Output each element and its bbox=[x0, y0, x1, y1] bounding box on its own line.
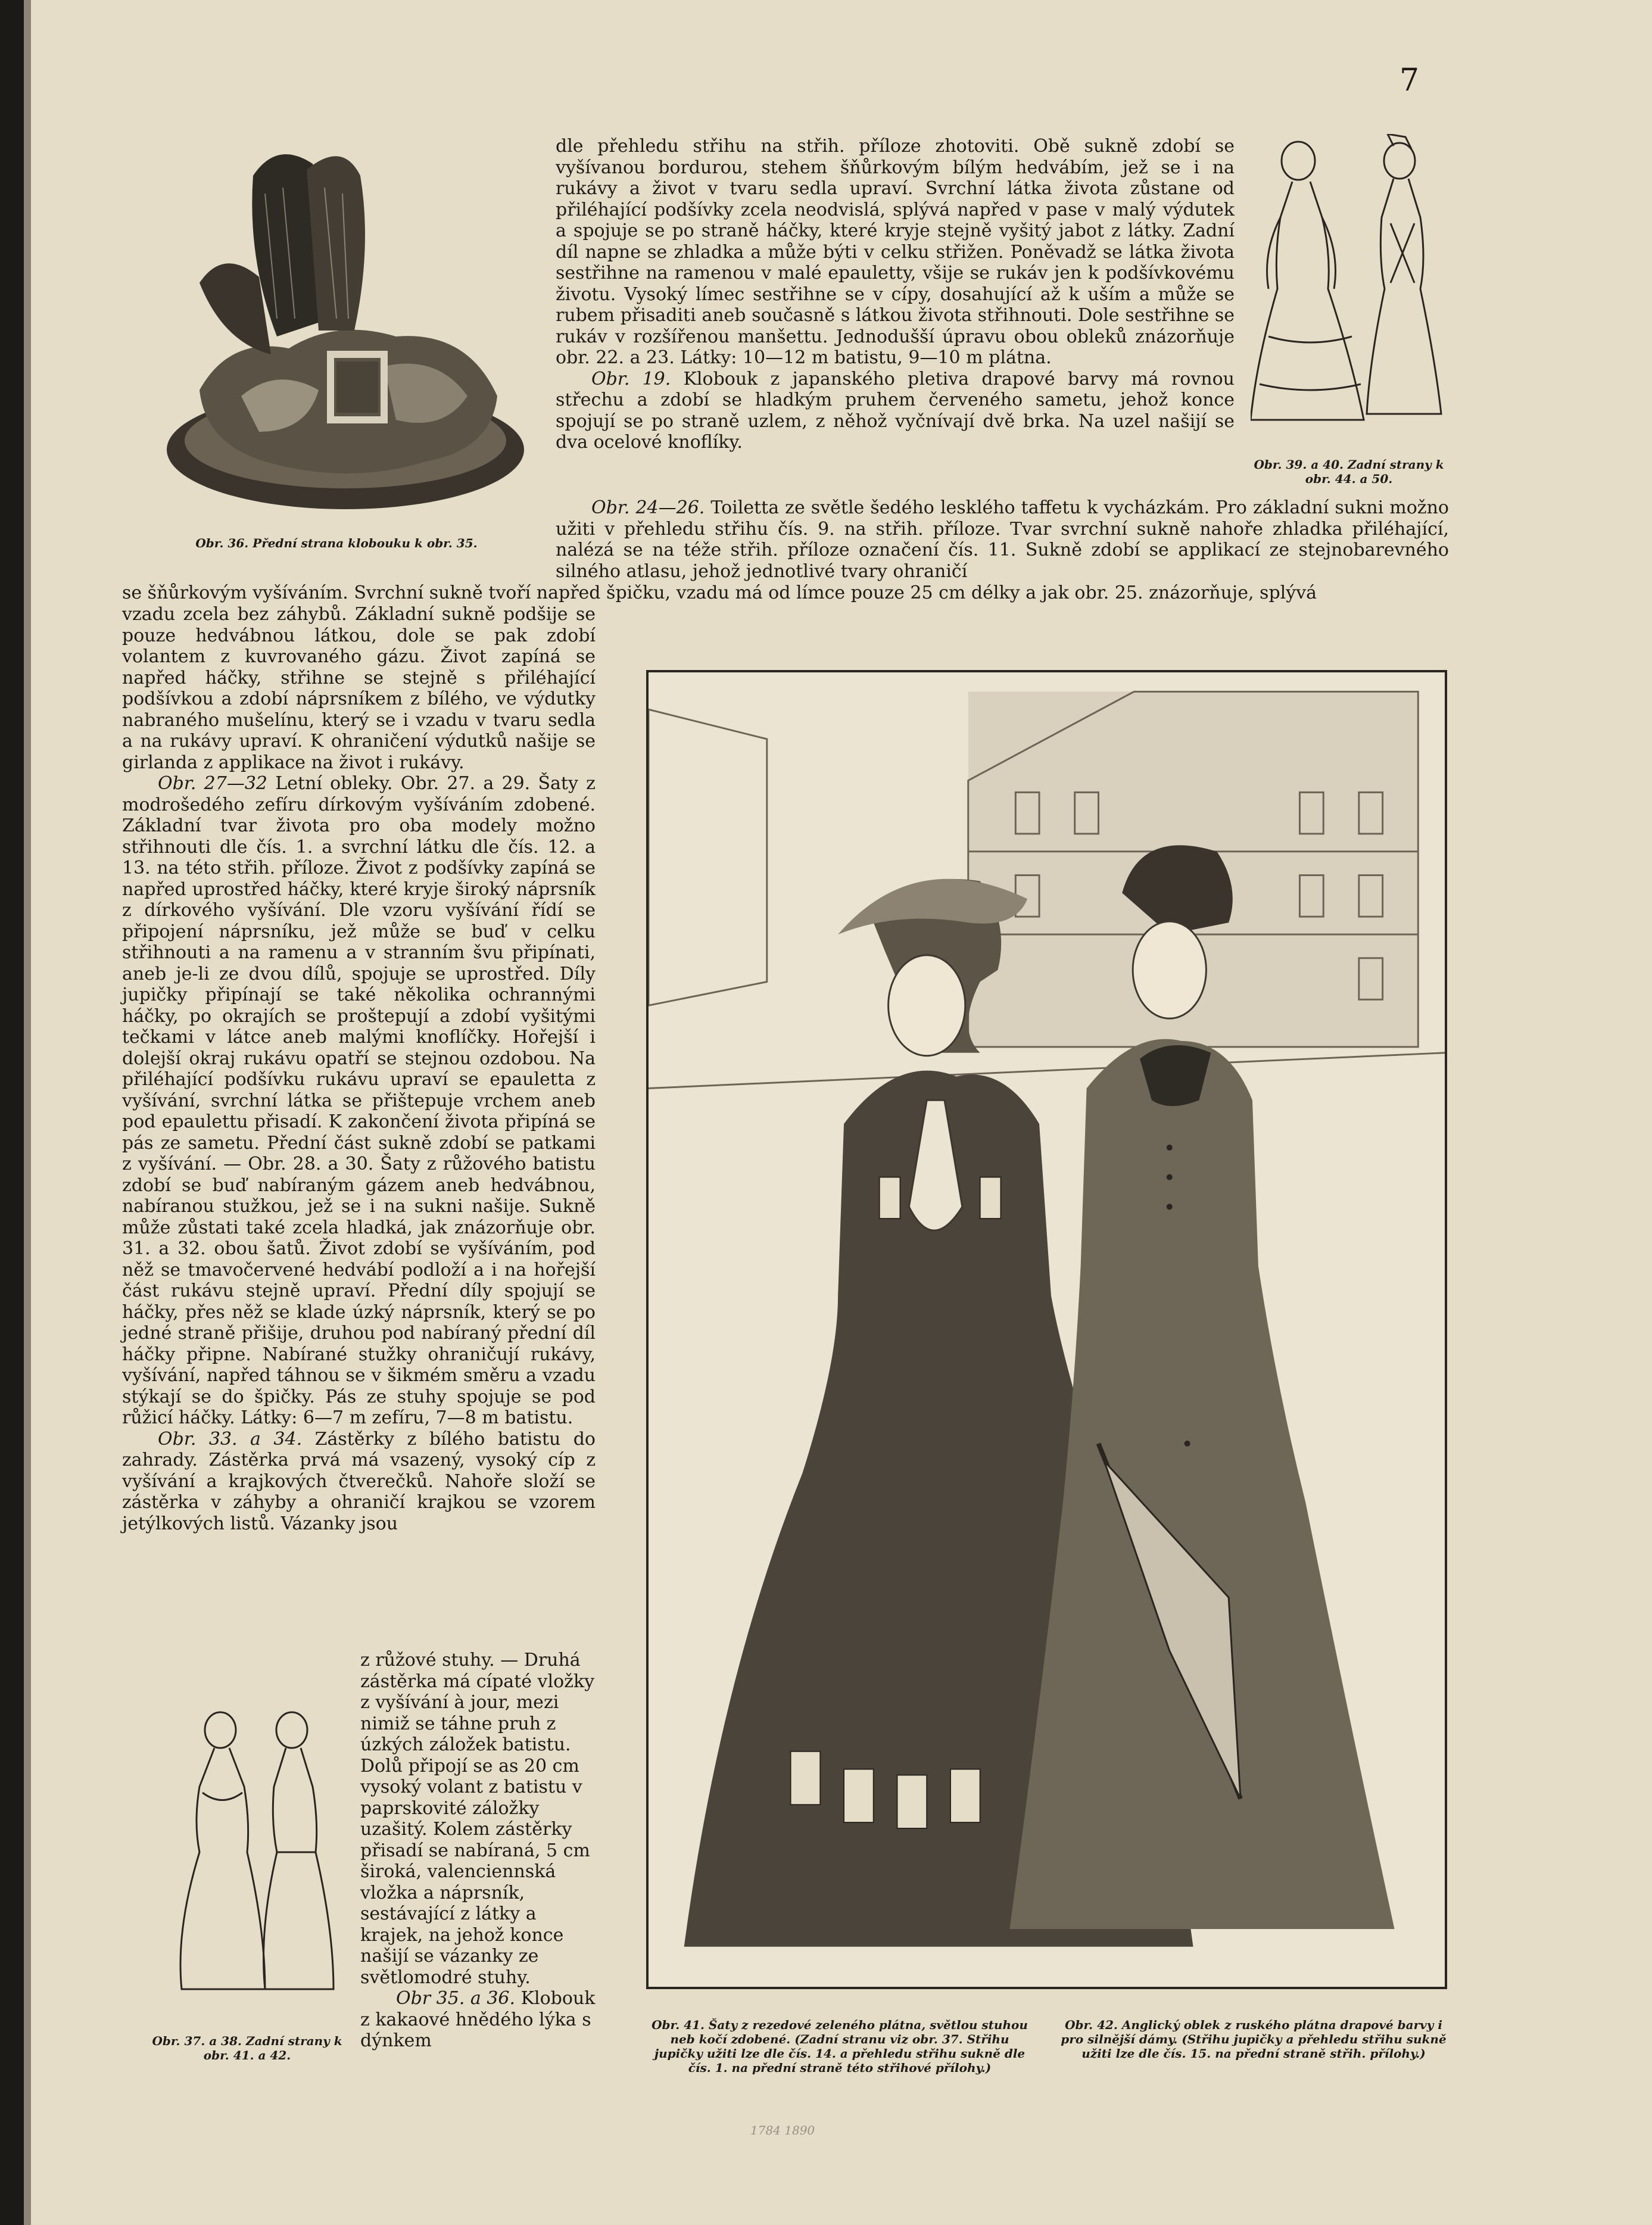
paragraph-fig24 bbox=[556, 497, 1449, 582]
back-views-illustration-bottom bbox=[176, 1703, 336, 2001]
fig24-label: Obr. 24—26. bbox=[591, 497, 705, 518]
library-stamp: 1784 1890 bbox=[750, 2123, 815, 2137]
fig33-label: Obr. 33. a 34. bbox=[158, 1428, 303, 1450]
caption-fig41: Obr. 41. Šaty z rezedové zeleného plátna, světlou stuhou neb kočí zdobené. (Zadní stranu viz obr. 37. Střihu jupičky užiti lze dle čís. 14. a přehledu střihu sukně dle čís. 1. na přední straně této střihové přílohy.) bbox=[652, 2018, 1028, 2075]
fig33-body: Zástěrky z bílého batistu do zahrady. Zástěrka prvá má vsazený, vysoký cíp z vyšívání a krajkových čtverečků. Nahoře složí se zástěrka v záhyby a ohraničí krajkou se vzorem jetýlkových listů. Vázanky jsou bbox=[122, 1428, 596, 1534]
fig27-label: Obr. 27—32 bbox=[158, 773, 267, 794]
paragraph-narrow: z růžové stuhy. — Druhá zástěrka má cípaté vložky z vyšívání à jour, mezi nimiž se táhne pruh z úzkých záložek batistu. Dolů připojí se as 20 cm vysoký volant z batistu v paprskovité záložky uzašitý. Kolem zástěrky přisadí se nabíraná, 5 cm široká, valenciennská vložka a náprsník, sestávající z látky a krajek, na jehož konce našijí se vázanky ze světlomodré stuhy. bbox=[360, 1650, 595, 1988]
caption-fig36: Obr. 36. Přední strana klobouku k obr. 35. bbox=[195, 536, 478, 550]
binding-edge bbox=[24, 0, 31, 2225]
fig19-body: Klobouk z japanského pletiva drapové barvy má rovnou střechu a zdobí se hladkým pruhem červeného sametu, jehož konce spojují se po straně uzlem, z něhož vyčnívají dvě brka. Na uzel našijí se dva ocelové knoflíky. bbox=[556, 368, 1235, 453]
caption-fig42: Obr. 42. Anglický oblek z ruského plátna drapové barvy i pro silnější dámy. (Střihu jupičky a přehledu střihu sukně užiti lze dle čís. 15. na přední straně střih. přílohy.) bbox=[1061, 2018, 1447, 2061]
text-block-fig24 bbox=[556, 497, 1449, 582]
paragraph-fig35 bbox=[360, 1988, 596, 2052]
paragraph-fig33 bbox=[122, 1429, 596, 1535]
paragraph-fig27 bbox=[122, 773, 596, 1429]
text-wide-line: se šňůrkovým vyšíváním. Svrchní sukně tvoří napřed špičku, vzadu má od límce pouze 25 cm délky a jak obr. 25. znázorňuje, splývá bbox=[122, 582, 1317, 603]
hat-illustration bbox=[158, 140, 530, 521]
paragraph-fig19 bbox=[556, 369, 1235, 453]
magazine-page bbox=[24, 0, 1652, 2225]
paragraph-left-1: vzadu zcela bez záhybů. Základní sukně podšije se pouze hedvábnou látkou, dole se pak zdobí volantem z kuvrovaného gázu. Život zapíná se napřed háčky, střihne se stejně s přiléhající podšívkou a zdobí náprsníkem z bílého, ve výdutky nabraného mušelínu, který se i vzadu v tvaru sedla a na rukávy upraví. K ohraničení výdutků našije se girlanda z applikace na život i rukávy. bbox=[122, 604, 596, 773]
fig35-label: Obr 35. a 36. bbox=[396, 1988, 516, 2009]
page-number: 7 bbox=[1399, 63, 1420, 98]
text-block-top bbox=[556, 136, 1235, 453]
fig27-body: Letní obleky. Obr. 27. a 29. Šaty z modrošedého zefíru dírkovým vyšíváním zdobené. Základní tvar života pro oba modely možno střihnouti dle čís. 1. a svrchní látku dle čís. 12. a 13. na této střih. příloze. Život z podšívky zapíná se napřed uprostřed háčky, které kryje široký náprsník z dírkového vyšívání. Dle vzoru vyšívání řídí se připojení náprsníku, jež může se buď v celku střihnouti a na ramenu a v stranním švu připínati, aneb je-li ze dvou dílů, spojuje se uprostřed. Díly jupičky připínají se také několika ochrannými háčky, po okrajích se proštepují a zdobí vyšitými tečkami v látce aneb malými knoflíčky. Hořejší i dolejší okraj rukávu opatří se stejnou ozdobou. Na přiléhající podšívku rukávu upraví se epauletta z vyšívání, svrchní látka se přištepuje vrchem aneb pod epaulettu přisadí. K zakončení života připíná se pás ze sametu. Přední část sukně zdobí se patkami z vyšívání. — Obr. 28. a 30. Šaty z růžového batistu zdobí se buď nabíraným gázem aneb hedvábnou, nabíranou stužkou, jež se i na sukni našije. Sukně může zůstati také zcela hladká, jak znázorňuje obr. 31. a 32. obou šatů. Život zdobí se vyšíváním, pod něž se tmavočervené hedvábí podloží a i na hořejší část rukávu stejně upraví. Přední díly spojují se háčky, přes něž se klade úzký náprsník, který se po jedné straně přišije, druhou pod nabíraný přední díl háčky připne. Nabírané stužky ohraničují rukávy, vyšívání, napřed táhnou se v šikmém směru a vzadu stýkají se do špičky. Pás ze stuhy spojuje se pod růžicí háčky. Látky: 6—7 m zefíru, 7—8 m batistu. bbox=[122, 773, 596, 1428]
fig19-label: Obr. 19. bbox=[591, 368, 671, 389]
fig24-body: Toiletta ze světle šedého lesklého taffetu k vycházkám. Pro základní sukni možno užiti v přehledu střihu čís. 9. na střih. příloze. Tvar svrchní sukně nahoře zhladka přiléhající, nalézá se na téže střih. příloze označení čís. 11. Sukně zdobí se applikací ze stejnobarevného silného atlasu, jehož jednotlivé tvary ohraničí bbox=[556, 497, 1449, 582]
paragraph-top-a: dle přehledu střihu na střih. příloze zhotoviti. Obě sukně zdobí se vyšívanou bordurou, stehem šňůrkovým bílým hedvábím, jež se i na rukávy a život v tvaru sedla upraví. Svrchní látka života zůstane od přiléhající podšívky zcela neodvislá, splývá napřed v pase v malý výdutek a spojuje se po straně háčky, které kryje stejně vyšitý jabot z látky. Zadní díl napne se zhladka a může býti v celku střižen. Poněvadž se látka života sestřihne na ramenou v malé epauletty, všije se rukáv jen k podšívkovému životu. Vysoký límec sestřihne se v cípy, dosahující až k uším a může se rubem přisaditi aneb současně s látkou života střihnouti. Dole sestřihne se rukáv v rozšířenou manšettu. Jednodušší úpravu obou obleků znázorňuje obr. 22. a 23. Látky: 10—12 m batistu, 9—10 m plátna. bbox=[556, 136, 1235, 368]
main-illustration bbox=[646, 670, 1447, 1989]
back-views-illustration-top bbox=[1251, 134, 1447, 432]
caption-fig37-38: Obr. 37. a 38. Zadní strany k obr. 41. a 42. bbox=[152, 2034, 342, 2062]
caption-fig39-40: Obr. 39. a 40. Zadní strany k obr. 44. a 50. bbox=[1254, 457, 1444, 486]
text-block-narrow bbox=[360, 1650, 596, 2052]
fig35-body: Klobouk z kakaové hnědého lýka s dýnkem bbox=[360, 1988, 596, 2051]
text-block-left bbox=[122, 604, 596, 1534]
